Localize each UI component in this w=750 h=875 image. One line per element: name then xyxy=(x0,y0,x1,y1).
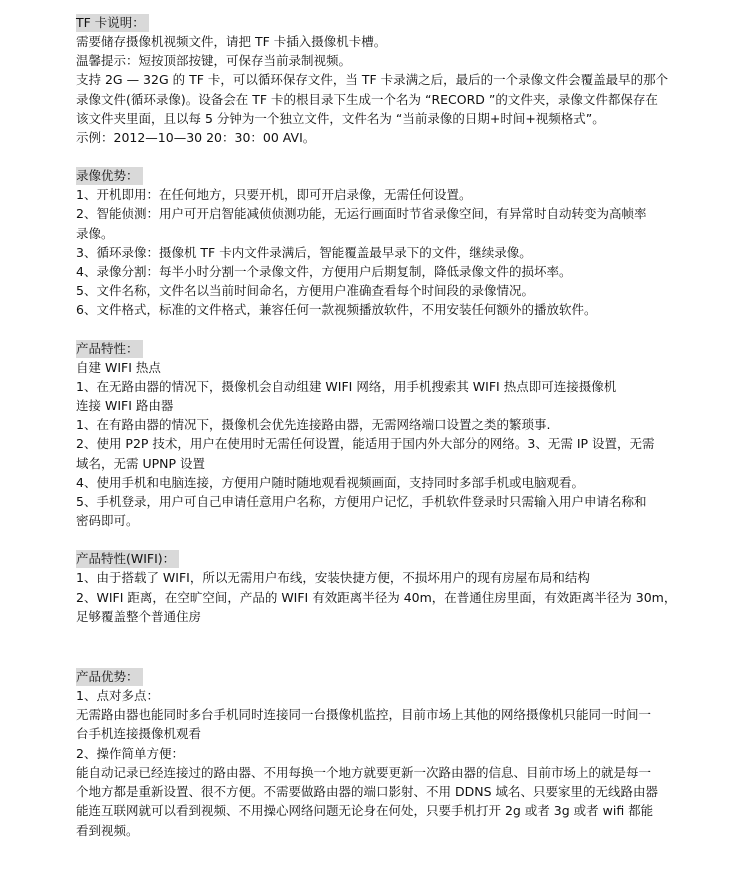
recording-line: 6、文件格式，标准的文件格式，兼容任何一款视频播放软件，不用安装任何额外的播放软件。 xyxy=(76,302,597,318)
wifi-line: 2、WIFI 距离，在空旷空间，产品的 WIFI 有效距离半径为 40m，在普通住房里面，有效距离半径为 30m， xyxy=(76,589,677,605)
tf-card-title: TF 卡说明： xyxy=(76,14,149,32)
tf-line: 温馨提示：短按顶部按键，可保存当前录制视频。 xyxy=(76,53,352,69)
recording-title: 录像优势： xyxy=(76,167,143,185)
tf-card-section xyxy=(76,12,736,147)
tf-line: 示例：2012—10—30 20：30：00 AVI。 xyxy=(76,130,316,146)
advantages-line: 无需路由器也能同时多台手机同时连接同一台摄像机监控，目前市场上其他的网络摄像机只能同一时间一 xyxy=(76,707,652,723)
recording-line: 3、循环录像：摄像机 TF 卡内文件录满后，智能覆盖最早录下的文件，继续录像。 xyxy=(76,244,532,260)
wifi-title: 产品特性(WIFI)： xyxy=(76,550,179,568)
advantages-line: 2、操作简单方便： xyxy=(76,745,184,761)
advantages-line: 看到视频。 xyxy=(76,822,139,838)
features-line: 2、使用 P2P 技术，用户在使用时无需任何设置，能适用于国内外大部分的网络。3、无需 IP 设置，无需 xyxy=(76,436,655,452)
advantages-line: 1、点对多点： xyxy=(76,688,159,704)
features-line: 自建 WIFI 热点 xyxy=(76,359,161,375)
features-section xyxy=(76,338,736,531)
tf-line: 需要储存摄像机视频文件，请把 TF 卡插入摄像机卡槽。 xyxy=(76,34,387,49)
features-title: 产品特性： xyxy=(76,340,143,358)
recording-line: 录像。 xyxy=(76,225,114,241)
tf-line: 支持 2G — 32G 的 TF 卡，可以循环保存文件，当 TF 卡录满之后，最后的一个录像文件会覆盖最早的那个 xyxy=(76,72,669,88)
recording-section xyxy=(76,165,736,319)
features-line: 4、使用手机和电脑连接，方便用户随时随地观看视频画面，支持同时多部手机或电脑观看。 xyxy=(76,474,584,490)
advantages-line: 能连互联网就可以看到视频、不用操心网络问题无论身在何处，只要手机打开 2g 或者 3g 或者 wifi 都能 xyxy=(76,803,654,819)
advantages-title: 产品优势： xyxy=(76,668,143,686)
document xyxy=(76,12,736,840)
recording-line: 5、文件名称，文件名以当前时间命名，方便用户准确查看每个时间段的录像情况。 xyxy=(76,283,534,299)
advantages-line: 台手机连接摄像机观看 xyxy=(76,726,202,742)
features-line: 域名，无需 UPNP 设置 xyxy=(76,455,206,471)
features-line: 5、手机登录，用户可自己申请任意用户名称，方便用户记忆，手机软件登录时只需输入用户申请名称和 xyxy=(76,494,647,510)
wifi-section xyxy=(76,548,736,626)
wifi-line: 足够覆盖整个普通住房 xyxy=(76,608,202,624)
wifi-line: 1、由于搭载了 WIFI，所以无需用户布线，安装快捷方便，不损坏用户的现有房屋布局和结构 xyxy=(76,570,590,586)
advantages-section xyxy=(76,666,736,840)
features-line: 1、在有路由器的情况下，摄像机会优先连接路由器，无需网络端口设置之类的繁琐事. xyxy=(76,417,551,433)
recording-line: 4、录像分割：每半小时分割一个录像文件，方便用户后期复制，降低录像文件的损坏率。 xyxy=(76,264,572,280)
advantages-line: 能自动记录已经连接过的路由器、不用每换一个地方就要更新一次路由器的信息、目前市场上的就是每一 xyxy=(76,764,652,780)
recording-line: 2、智能侦测：用户可开启智能减侦侦测功能，无运行画面时节省录像空间，有异常时自动转变为高帧率 xyxy=(76,206,647,222)
features-line: 1、在无路由器的情况下，摄像机会自动组建 WIFI 网络，用手机搜索其 WIFI 热点即可连接摄像机 xyxy=(76,378,617,394)
recording-line: 1、开机即用：在任何地方，只要开机，即可开启录像，无需任何设置。 xyxy=(76,187,472,203)
tf-line: 录像文件(循环录像)。设备会在 TF 卡的根目录下生成一个名为 “RECORD ”的文件夹，录像文件都保存在 xyxy=(76,91,658,107)
features-line: 连接 WIFI 路由器 xyxy=(76,398,174,414)
tf-line: 该文件夹里面，且以每 5 分钟为一个独立文件，文件名为 “当前录像的日期+时间+视频格式”。 xyxy=(76,110,605,126)
advantages-line: 个地方都是重新设置、很不方便。不需要做路由器的端口影射、不用 DDNS 域名、只要家里的无线路由器 xyxy=(76,784,658,800)
features-line: 密码即可。 xyxy=(76,513,139,529)
